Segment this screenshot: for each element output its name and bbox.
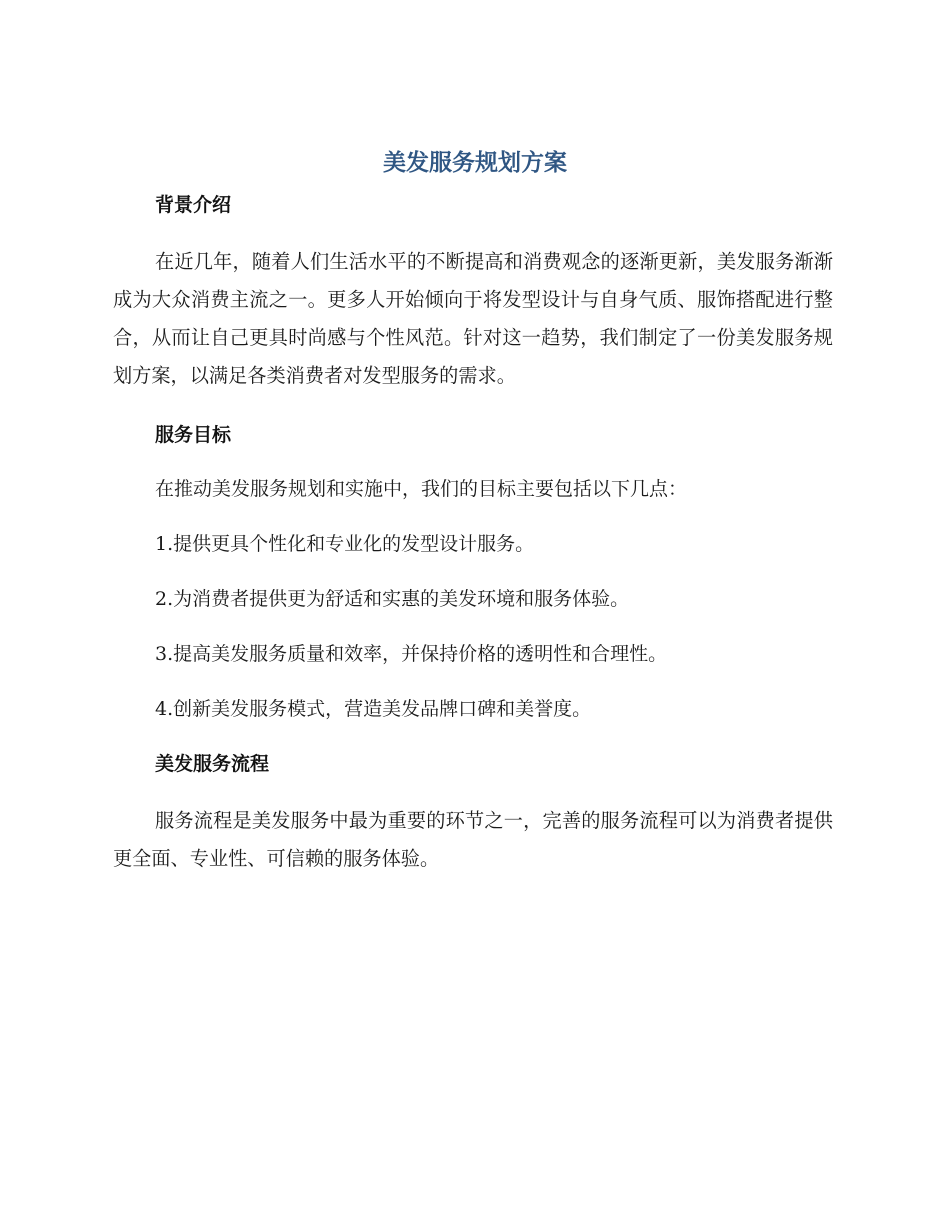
goals-intro: 在推动美发服务规划和实施中，我们的目标主要包括以下几点：: [155, 478, 688, 500]
section-heading-background: 背景介绍: [155, 194, 232, 216]
goal-item: 2.为消费者提供更为舒适和实惠的美发环境和服务体验。: [155, 588, 630, 610]
background-paragraph: 在近几年，随着人们生活水平的不断提高和消费观念的逐渐更新，美发服务渐渐成为大众消费主流之一。更多人开始倾向于将发型设计与自身气质、服饰搭配进行整合，从而让自己更具时尚感与个性风范。针对这一趋势，我们制定了一份美发服务规划方案，以满足各类消费者对发型服务的需求。: [113, 250, 833, 387]
goal-item: 3.提高美发服务质量和效率，并保持价格的透明性和合理性。: [155, 643, 668, 665]
section-heading-goals: 服务目标: [155, 424, 232, 446]
goal-item: 1.提供更具个性化和专业化的发型设计服务。: [155, 533, 535, 555]
document-body: [113, 189, 833, 878]
section-heading-process: 美发服务流程: [155, 753, 270, 775]
document-title: 美发服务规划方案: [383, 150, 567, 176]
process-paragraph: 服务流程是美发服务中最为重要的环节之一，完善的服务流程可以为消费者提供更全面、专业性、可信赖的服务体验。: [113, 809, 833, 870]
goal-item: 4.创新美发服务模式，营造美发品牌口碑和美誉度。: [155, 698, 592, 720]
